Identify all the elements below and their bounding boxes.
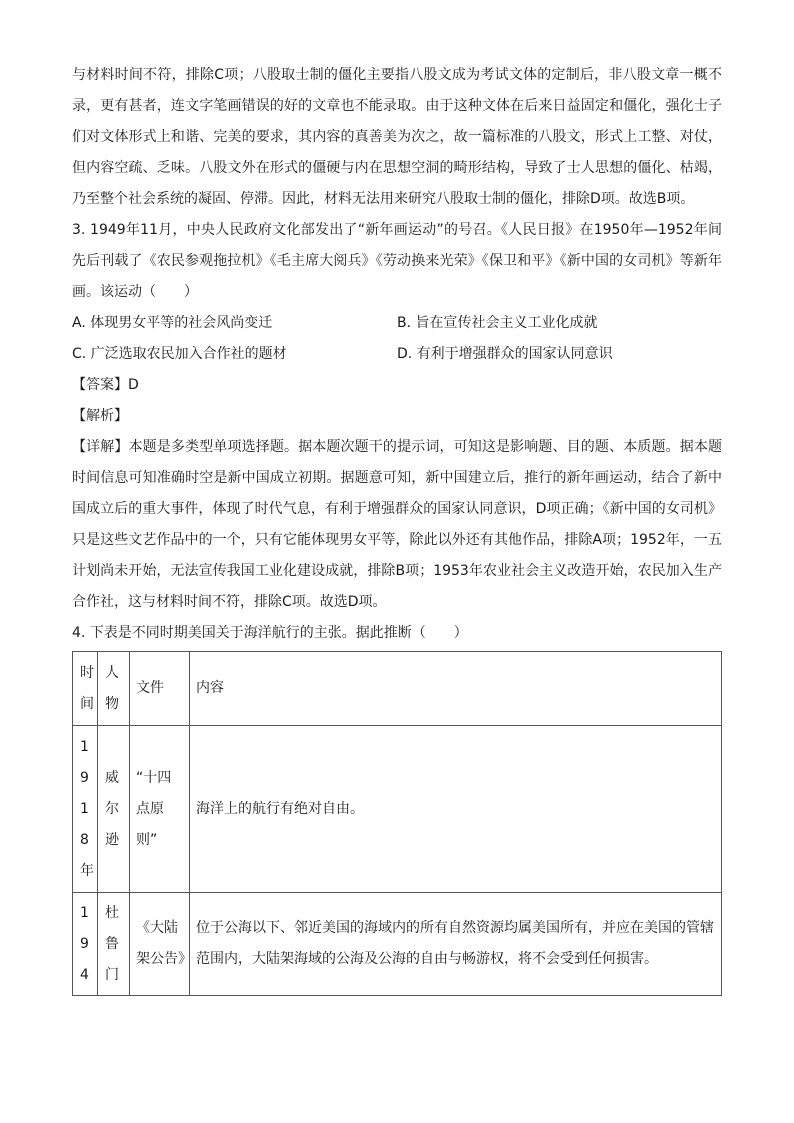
q3-stem: 3. 1949年11月，中央人民政府文化部发出了“新年画运动”的号召。《人民日报》在1950年—1952年间先后刊载了《农民参观拖拉机》《毛主席大阅兵》《劳动换来光荣》《保卫和平》《新中国的女司机》等新年画。该运动（ ） xyxy=(72,222,722,300)
q3-option-c: C. 广泛选取农民加入合作社的题材 xyxy=(72,346,287,362)
row-person: 杜鲁门 xyxy=(98,893,130,996)
row-content: 海洋上的航行有绝对自由。 xyxy=(190,726,722,893)
q4-stem: 4. 下表是不同时期美国关于海洋航行的主张。据此推断（ ） xyxy=(72,625,468,641)
q3-detail: 【详解】本题是多类型单项选择题。据本题次题干的提示词，可知这是影响题、目的题、本质题。据本题时间信息可知准确时空是新中国成立初期。据题意可知，新中国建立后，推行的新年画运动，结合了新中国成立后的重大事件，体现了时代气息，有利于增强群众的国家认同意识，D项正确；《新中国的女司机》只是这些文艺作品中的一个，只有它能体现男女平等，除此以外还有其他作品，排除A项；1952年，一五计划尚未开始，无法宣传我国工业化建设成就，排除B项；1953年农业社会主义改造开始，农民加入生产合作社，这与材料时间不符，排除C项。故选D项。 xyxy=(72,439,722,610)
header-person: 人物 xyxy=(98,652,130,726)
q3-option-d: D. 有利于增强群众的国家认同意识 xyxy=(397,346,613,362)
table-row xyxy=(73,726,722,893)
answer-label: 【答案】 xyxy=(72,377,128,393)
q3-option-a: A. 体现男女平等的社会风尚变迁 xyxy=(72,315,273,331)
row-document: 《大陆架公告》 xyxy=(130,893,190,996)
q3-options xyxy=(72,308,722,370)
q4-table xyxy=(72,651,722,996)
header-time: 时间 xyxy=(73,652,98,726)
header-content: 内容 xyxy=(190,652,722,726)
row-person: 威尔逊 xyxy=(98,726,130,893)
row-document: “十四点原则” xyxy=(130,726,190,893)
table-row xyxy=(73,893,722,996)
row-content: 位于公海以下、邻近美国的海域内的所有自然资源均属美国所有，并应在美国的管辖范围内，大陆架海域的公海及公海的自由与畅游权，将不会受到任何损害。 xyxy=(190,893,722,996)
row-time: 1918年 xyxy=(73,726,98,893)
answer-value: D xyxy=(128,377,139,393)
q3-answer xyxy=(72,370,722,401)
header-document: 文件 xyxy=(130,652,190,726)
table-header-row xyxy=(73,652,722,726)
q2-analysis-continuation: 与材料时间不符，排除C项；八股取士制的僵化主要指八股文成为考试文体的定制后，非八股文章一概不录，更有甚者，连文字笔画错误的好的文章也不能录取。由于这种文体在后来日益固定和僵化，强化士子们对文体形式上和谐、完美的要求，其内容的真善美为次之，故一篇标准的八股文，形式上工整、对仗，但内容空疏、乏味。八股文外在形式的僵硬与内在思想空洞的畸形结构，导致了士人思想的僵化、枯竭，乃至整个社会系统的凝固、停滞。因此，材料无法用来研究八股取士制的僵化，排除D项。故选B项。 xyxy=(72,67,722,207)
q3-analysis-label: 【解析】 xyxy=(72,408,128,424)
document-page xyxy=(72,60,722,996)
row-time: 194 xyxy=(73,893,98,996)
q3-option-b: B. 旨在宣传社会主义工业化成就 xyxy=(397,315,598,331)
